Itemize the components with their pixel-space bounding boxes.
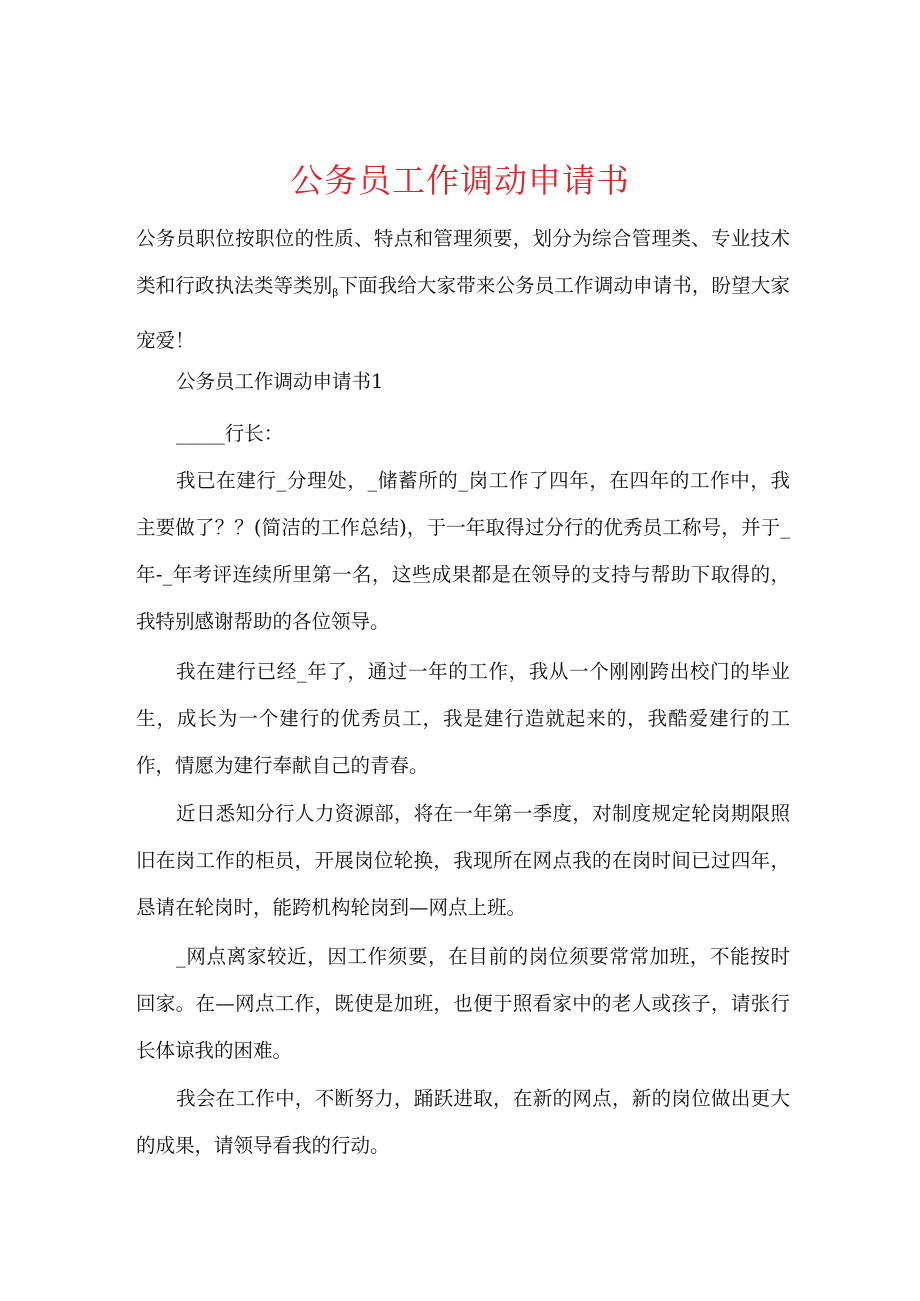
intro-paragraph [136, 215, 790, 364]
body-paragraph: 我在建行已经_年了，通过一年的工作，我从一个刚刚跨出校门的毕业生，成长为一个建行的优秀员工，我是建行造就起来的，我酷爱建行的工作，情愿为建行奉献自己的青春。 [136, 660, 790, 777]
body-paragraph: 近日悉知分行人力资源部，将在一年第一季度，对制度规定轮岗期限照旧在岗工作的柜员，开展岗位轮换，我现所在网点我的在岗时间已过四年，恳请在轮岗时，能跨机构轮岗到—网点上班。 [136, 802, 790, 919]
body-paragraph: _网点离家较近，因工作须要，在目前的岗位须要常常加班，不能按时回家。在—网点工作，既使是加班，也便于照看家中的老人或孩子，请张行长体谅我的困难。 [136, 945, 790, 1062]
body-paragraph: 我会在工作中，不断努力，踊跃进取，在新的网点，新的岗位做出更大的成果，请领导看我的行动。 [136, 1087, 790, 1157]
intro-text-part2: 下面我给大家带来公务员工作调动申请书，盼望大家宠爱！ [136, 274, 790, 352]
intro-mark: β [332, 288, 339, 299]
salutation: _____行长： [176, 422, 284, 445]
letter-heading: 公务员工作调动申请书1 [176, 370, 384, 393]
body-paragraph: 我已在建行_分理处，_储蓄所的_岗工作了四年，在四年的工作中，我主要做了？？(简洁的工作总结)，于一年取得过分行的优秀员工称号，并于_年-_年考评连续所里第一名，这些成果都是在领导的支持与帮助下取得的，我特别感谢帮助的各位领导。 [136, 469, 790, 633]
document-title: 公务员工作调动申请书 [290, 161, 630, 201]
intro-text-part1: 公务员职位按职位的性质、特点和管理须要，划分为综合管理类、专业技术类和行政执法类等类别 [136, 227, 790, 297]
